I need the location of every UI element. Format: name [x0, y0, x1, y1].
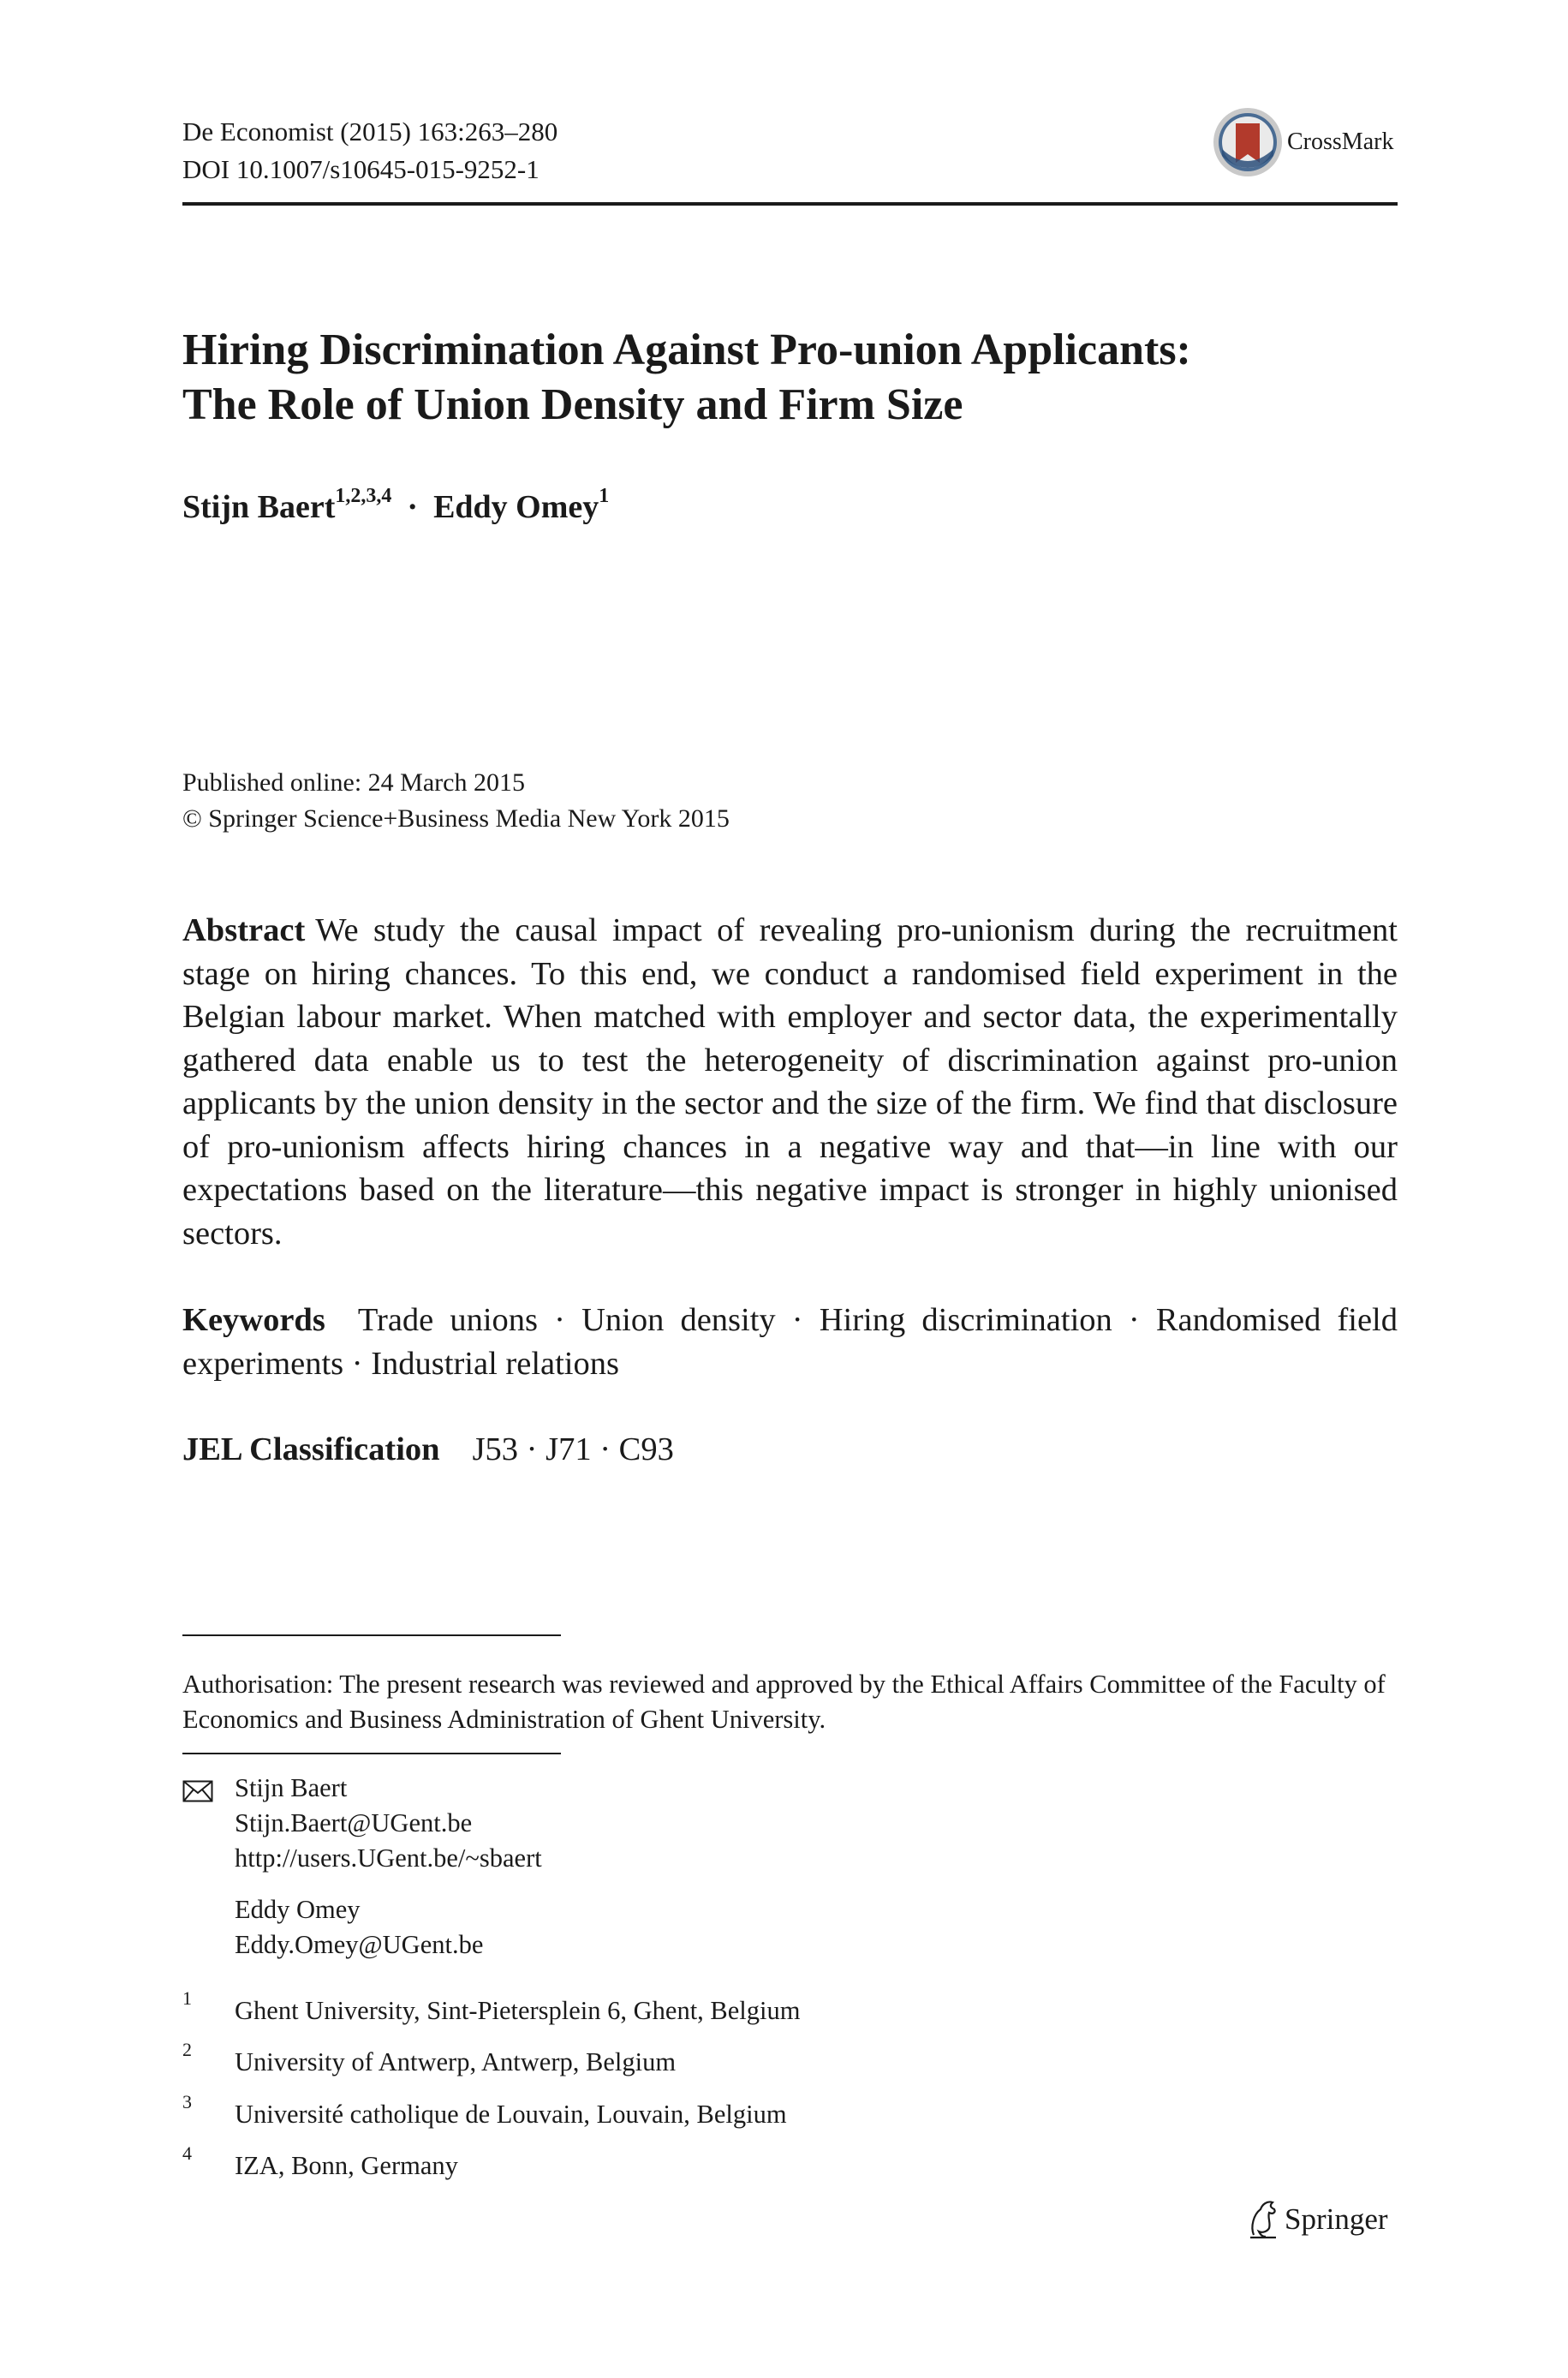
published-online: Published online: 24 March 2015 [182, 768, 525, 797]
crossmark-badge[interactable] [1212, 101, 1400, 187]
affiliation-number: 2 [182, 2039, 192, 2060]
author-name: Eddy Omey [433, 489, 599, 525]
keywords-label: Keywords [182, 1302, 325, 1338]
springer-label: Springer [1285, 2202, 1388, 2236]
affiliation-text: IZA, Bonn, Germany [235, 2151, 458, 2180]
affiliation-number: 1 [182, 1987, 192, 2009]
header-rule [182, 202, 1398, 206]
contact-name: Stijn Baert [235, 1773, 348, 1802]
contact-email[interactable]: Eddy.Omey@UGent.be [235, 1930, 484, 1959]
affiliation-text: Université catholique de Louvain, Louvain, Belgium [235, 2100, 787, 2129]
journal-header [182, 113, 557, 188]
springer-horse-icon [1247, 2197, 1281, 2240]
publication-info [182, 765, 730, 837]
contact-block [235, 1771, 542, 1876]
affiliation-number: 4 [182, 2142, 192, 2164]
copyright: © Springer Science+Business Media New York 2015 [182, 804, 730, 833]
jel-codes: J53 · J71 · C93 [472, 1431, 674, 1467]
author-separator: · [407, 489, 419, 525]
contact-email[interactable]: Stijn.Baert@UGent.be [235, 1808, 473, 1837]
jel-label: JEL Classification [182, 1431, 440, 1467]
authorisation-note: Authorisation: The present research was reviewed and approved by the Ethical Affairs Committee of the Faculty of Economics and Business Administration of Ghent University. [182, 1670, 1386, 1734]
crossmark-label: CrossMark [1287, 128, 1394, 155]
contact-name: Eddy Omey [235, 1895, 361, 1924]
affiliation-number: 3 [182, 2091, 192, 2112]
keywords-text: Trade unions · Union density · Hiring discrimination · Randomised field experiments · Industrial relations [182, 1302, 1398, 1382]
title-line-1: Hiring Discrimination Against Pro-union Applicants: [182, 326, 1191, 374]
contact-block [235, 1892, 483, 1963]
keywords [182, 1299, 1398, 1385]
abstract-text: We study the causal impact of revealing pro-unionism during the recruitment stage on hiring chances. To this end, we conduct a randomised field experiment in the Belgian labour market. When matched with employer and sector data, the experimentally gathered data enable us to test the heterogeneity of discrimination against pro-union applicants by the union density in the sector and the size of the firm. We find that disclosure of pro-unionism affects hiring chances in a negative way and that—in line with our expectations based on the literature—this negative impact is stronger in highly unionised sectors. [182, 912, 1398, 1252]
footnote-rule [182, 1634, 561, 1636]
affiliation-text: University of Antwerp, Antwerp, Belgium [235, 2047, 677, 2076]
author-affiliation-marks: 1,2,3,4 [335, 485, 392, 507]
paper-title [182, 323, 1407, 433]
doi[interactable]: DOI 10.1007/s10645-015-9252-1 [182, 154, 540, 184]
jel-classification [182, 1428, 674, 1472]
contact-url[interactable]: http://users.UGent.be/~sbaert [235, 1843, 542, 1873]
author-list [182, 486, 609, 529]
abstract [182, 909, 1398, 1255]
footnote-rule [182, 1753, 561, 1754]
abstract-label: Abstract [182, 912, 306, 948]
author-name: Stijn Baert [182, 489, 336, 525]
title-line-2: The Role of Union Density and Firm Size [182, 380, 963, 429]
affiliation-text: Ghent University, Sint-Pietersplein 6, Ghent, Belgium [235, 1996, 801, 2025]
crossmark-icon [1212, 106, 1284, 178]
author-affiliation-marks: 1 [599, 485, 610, 507]
envelope-icon [182, 1780, 213, 1802]
springer-logo [1247, 2197, 1401, 2245]
journal-citation: De Economist (2015) 163:263–280 [182, 117, 558, 146]
